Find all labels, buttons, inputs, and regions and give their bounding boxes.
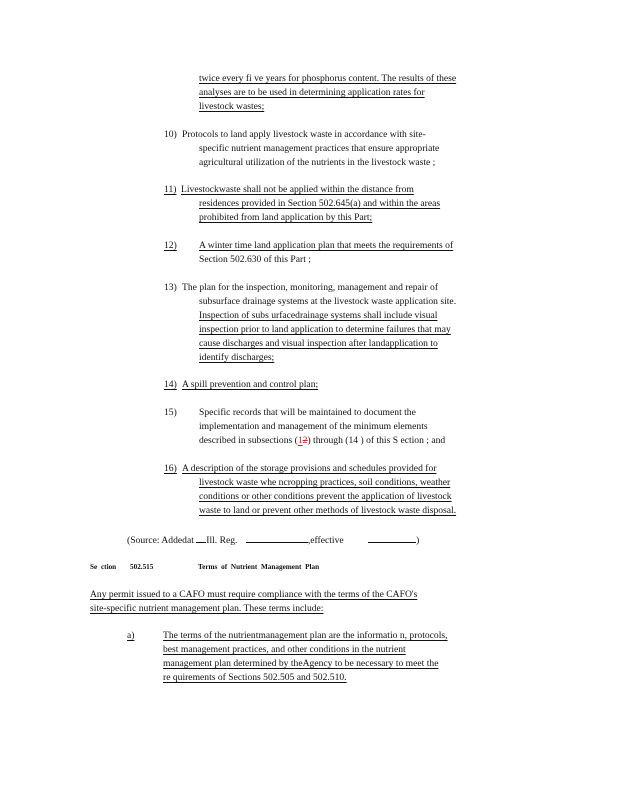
subsection-a-line-2: best management practices, and other conditions in the nutrient xyxy=(163,644,406,655)
item13-line-6: identify discharges; xyxy=(199,352,275,363)
source-close: ) xyxy=(416,535,420,546)
item13-line-2: subsurface drainage systems at the livestock waste application site. xyxy=(199,296,457,307)
item13-line-3: Inspection of subs urfacedrainage systems shall include visual xyxy=(199,310,438,321)
item12-line-2: Section 502.630 of this Part ; xyxy=(199,254,311,265)
subsection-a-line-4: re quirements of Sections 502.505 and 502.510. xyxy=(163,672,347,683)
source-open: (Source: Addedat xyxy=(127,535,194,546)
subsection-a-label: a) xyxy=(127,630,135,641)
section-number: 502.515 xyxy=(130,563,154,571)
source-blank-date xyxy=(368,533,416,543)
item10-line-1: Protocols to land apply livestock waste in accordance with site- xyxy=(182,129,426,140)
item13-line-4: inspection prior to land application to determine failures that may xyxy=(199,324,451,335)
item15-line-3 xyxy=(199,435,445,447)
item14-line: A spill prevention and control plan; xyxy=(182,379,319,390)
item15-line-3-pre: described in subsections ( xyxy=(199,435,298,446)
item9-line-3: livestock wastes; xyxy=(199,101,265,112)
source-blank-volume xyxy=(196,533,206,543)
item16-number: 16) xyxy=(164,463,177,474)
item11-number: 11) xyxy=(164,184,177,195)
item16-line-3: conditions or other conditions prevent the application of livestock xyxy=(199,491,452,502)
item14-number: 14) xyxy=(164,379,177,390)
item13-number: 13) xyxy=(164,282,177,293)
intro-line-1: Any permit issued to a CAFO must require compliance with the terms of the CAFO's xyxy=(90,589,418,600)
item16-line-4: waste to land or prevent other methods of livestock waste disposal. xyxy=(199,505,457,516)
item16-line-1: A description of the storage provisions and schedules provided for xyxy=(182,463,437,474)
intro-line-2: site-specific nutrient management plan. These terms include: xyxy=(90,603,324,614)
item11-line-3: prohibited from land application by this Part; xyxy=(199,212,373,223)
item15-number: 15) xyxy=(164,407,177,418)
item15-line-2: implementation and management of the minimum elements xyxy=(199,421,428,432)
item15-line-3-post: ) through (14 ) of this S ection ; and xyxy=(307,435,446,446)
item9-line-1: twice every fi ve years for phosphorus content. The results of these xyxy=(199,73,457,84)
item15-amended-number: 1 xyxy=(297,435,303,446)
item10-line-3: agricultural utilization of the nutrients in the livestock waste ; xyxy=(199,157,436,168)
item16-line-2: livestock waste whe ncropping practices, soil conditions, weather xyxy=(199,477,451,488)
item13-line-5: cause discharges and visual inspection after landapplication to xyxy=(199,338,438,349)
subsection-a-line-3: management plan determined by theAgency to be necessary to meet the xyxy=(163,658,439,669)
item15-struck-number: 2 xyxy=(302,435,308,446)
item10-line-2: specific nutrient management practices that ensure appropriate xyxy=(199,143,440,154)
source-blank-page xyxy=(246,533,308,543)
item11-line-1: Livestockwaste shall not be applied within the distance from xyxy=(181,184,414,195)
item10-number: 10) xyxy=(164,129,177,140)
source-note xyxy=(127,533,419,547)
subsection-a-line-1: The terms of the nutrientmanagement plan are the informatio n, protocols, xyxy=(163,630,448,641)
item12-line-1: A winter time land application plan that meets the requirements of xyxy=(199,240,454,251)
item15-line-1: Specific records that will be maintained to document the xyxy=(199,407,416,418)
section-title: Terms of Nutrient Management Plan xyxy=(198,563,320,571)
section-label: Se ction xyxy=(90,563,117,571)
source-reg: Ill. Reg. xyxy=(206,535,238,546)
item11-line-2: residences provided in Section 502.645(a) and within the areas xyxy=(199,198,441,209)
source-effective: ,effective xyxy=(307,535,344,546)
item13-line-1: The plan for the inspection, monitoring, management and repair of xyxy=(182,282,439,293)
item9-line-2: analyses are to be used in determining application rates for xyxy=(199,87,425,98)
item12-number: 12) xyxy=(164,240,177,251)
